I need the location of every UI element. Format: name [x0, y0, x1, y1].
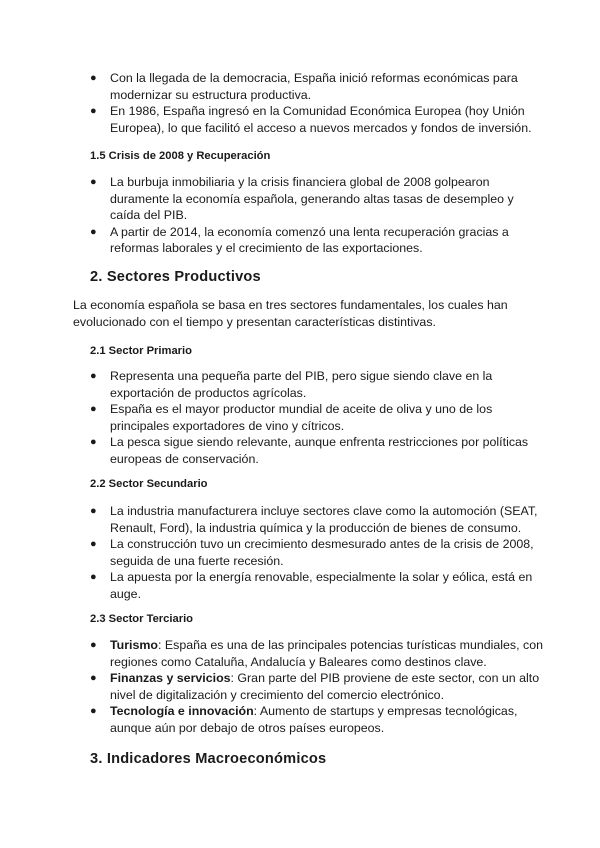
list-item: ● A partir de 2014, la economía comenzó una lenta recuperación gracias a reformas laborales y el crecimiento de las exportaciones.: [90, 224, 509, 255]
section-2-2-list: [73, 503, 543, 602]
section-2-heading: 2. Sectores Productivos: [90, 269, 261, 285]
list-item: ● Representa una pequeña parte del PIB, pero sigue siendo clave en la exportación de productos agrícolas.: [90, 369, 493, 400]
list-item: ● La pesca sigue siendo relevante, aunque enfrenta restricciones por políticas europeas de conservación.: [90, 435, 529, 466]
section-1-5-list: [73, 174, 543, 257]
list-item: ● Finanzas y servicios: Gran parte del PIB proviene de este sector, con un alto nivel de digitalización y crecimiento del comercio electrónico.: [90, 671, 540, 702]
list-item: ● Turismo: España es una de las principales potencias turísticas mundiales, con regiones como Cataluña, Andalucía y Baleares como destinos clave.: [90, 638, 543, 669]
list-item: ● La burbuja inmobiliaria y la crisis financiera global de 2008 golpearon duramente la economía española, generando altas tasas de desempleo y caída del PIB.: [90, 175, 514, 222]
section-2-2-heading: 2.2 Sector Secundario: [90, 478, 208, 490]
list-item: ● Con la llegada de la democracia, España inició reformas económicas para modernizar su estructura productiva.: [90, 71, 518, 102]
list-item: ● La industria manufacturera incluye sectores clave como la automoción (SEAT, Renault, Ford), la industria química y la producción de bienes de consumo.: [90, 504, 538, 535]
section-1-5-heading: 1.5 Crisis de 2008 y Recuperación: [90, 150, 271, 162]
section-2-3-list: [73, 637, 543, 736]
section-2-3-heading: 2.3 Sector Terciario: [90, 613, 194, 625]
section-1-4-list: [73, 70, 543, 136]
term-label: Tecnología e innovación: [110, 704, 254, 718]
section-2-1-heading: 2.1 Sector Primario: [90, 345, 192, 357]
list-item: ● La construcción tuvo un crecimiento desmesurado antes de la crisis de 2008, seguida de una fuerte recesión.: [90, 537, 534, 568]
list-item: ● La apuesta por la energía renovable, especialmente la solar y eólica, está en auge.: [90, 570, 533, 601]
list-item: ● Tecnología e innovación: Aumento de startups y empresas tecnológicas, aunque aún por debajo de otros países europeos.: [90, 704, 518, 735]
term-label: Finanzas y servicios: [110, 671, 231, 685]
list-item: ● En 1986, España ingresó en la Comunidad Económica Europea (hoy Unión Europea), lo que facilitó el acceso a nuevos mercados y fondos de inversión.: [90, 104, 532, 135]
section-2-1-list: [73, 368, 543, 467]
list-item: ● España es el mayor productor mundial de aceite de oliva y uno de los principales exportadores de vino y cítricos.: [90, 402, 493, 433]
section-3-heading: 3. Indicadores Macroeconómicos: [90, 751, 327, 767]
term-label: Turismo: [110, 638, 158, 652]
section-2-intro: La economía española se basa en tres sectores fundamentales, los cuales han evolucionado con el tiempo y presentan características distintivas.: [73, 298, 508, 329]
